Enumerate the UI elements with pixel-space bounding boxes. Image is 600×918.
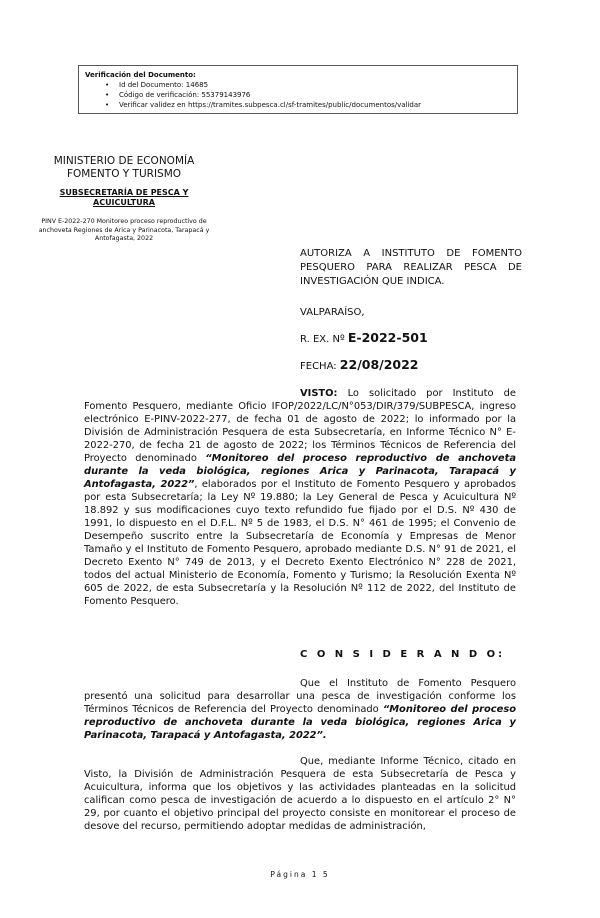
date-line [300, 358, 419, 374]
considerando-1-project: “Monitoreo del proceso reproductivo de anchoveta durante la veda biológica, regiones Arica y Parinacota, Tarapacá y Antofagasta, 2022”. [84, 704, 517, 741]
ministry-name [32, 155, 216, 181]
verification-box [78, 65, 518, 114]
resolution-number: E-2022-501 [347, 330, 428, 345]
page-number: Página 1 5 [270, 870, 330, 879]
considerando-paragraph-1 [84, 677, 516, 742]
verification-id: • Id del Documento: 14685 [119, 80, 511, 90]
resolution-label: R. EX. Nº [300, 334, 345, 345]
visto-project-title: “Monitoreo del proceso reproductivo de anchoveta durante la veda biológica, regiones Arica y Parinacota, Tarapacá y Antofagasta, 2022” [84, 453, 516, 490]
date-value: 22/08/2022 [339, 357, 419, 372]
ministry-line-2: FOMENTO Y TURISMO [66, 168, 182, 180]
visto-text-2: , elaborados por el Instituto de Fomento Pesquero y aprobados por esta Subsecretaría; la Ley Nº 19.880; la Ley General de Pesca y Acuicultura Nº 18.892 y sus modificaciones cuyo texto refundido fue fijado por el D.S. Nº 430 de 1991, lo dispuesto en el D.F.L. Nº 5 de 1983, el D.S. N° 461 de 1995; el Convenio de Desempeño suscrito entre la Subsecretaría de Economía y Empresas de Menor Tamaño y el Instituto de Fomento Pesquero, aprobado mediante D.S. N° 91 de 2021, el Decreto Exento N° 749 de 2013, y el Decreto Exento Electrónico N° 228 de 2021, todos del actual Ministerio de Economía, Fomento y Turismo; la Resolución Exenta Nº 605 de 2022, de esta Subsecretaría y la Resolución Nº 112 de 2022, del Instituto de Fomento Pesquero. [84, 479, 517, 607]
ministry-line-1: MINISTERIO DE ECONOMÍA [53, 155, 195, 167]
considerando-2-text: en Visto, la División de Administración Pesquera de esta Subsecretaría de Pesca y Acuicultura, informa que los objetivos y las actividades planteadas en la solicitud califican como pesca de investigación de acuerdo a lo dispuesto en el artículo 2° N° 29, por cuanto el objetivo principal del proyecto consiste en monitorear el proceso de desove del recurso, permitiendo adoptar medidas de administración, [84, 756, 516, 832]
visto-heading: VISTO: [300, 388, 338, 399]
place-line: VALPARAÍSO, [300, 307, 365, 318]
resolution-subject: AUTORIZA A INSTITUTO DE FOMENTO PESQUERO PARA REALIZAR PESCA DE INVESTIGACIÓN QUE INDICA. [300, 248, 522, 287]
verification-list [85, 80, 511, 110]
visto-text-1: Lo solicitado por Instituto de Fomento Pesquero, mediante Oficio IFOP/2022/LC/N°053/DIR/379/SUBPESCA, ingreso electrónico E-PINV-2022-277, de fecha 01 de agosto de 2022; lo informado por la División de Administración Pesquera de esta Subsecretaría, en Informe Técnico N° E-2022-270, de fecha 21 de agosto de 2022; los Términos Técnicos de Referencia del Proyecto denominado [84, 388, 517, 464]
resolution-number-line [300, 331, 428, 347]
date-label: FECHA: [300, 361, 337, 372]
considerando-1-text: presentó una solicitud para desarrollar una pesca de investigación conforme los Términos Técnicos de Referencia del Proyecto denominado [84, 691, 516, 715]
visto-paragraph [84, 387, 516, 608]
verification-url[interactable]: • Verificar validez en https://tramites.subpesca.cl/sf-tramites/public/documentos/validar [119, 100, 511, 110]
subsecretaria-name: SUBSECRETARÍA DE PESCA Y ACUICULTURA [59, 188, 189, 207]
verification-code: • Código de verificación: 55379143976 [119, 90, 511, 100]
pinv-reference: PINV E-2022-270 Monitoreo proceso reproductivo de anchoveta Regiones de Arica y Parinacota, Tarapacá y Antofagasta, 2022 [38, 218, 210, 242]
considerando-2-lead: Que, mediante Informe Técnico, citado [300, 756, 499, 767]
considerando-paragraph-2 [84, 755, 516, 833]
considerando-heading: C O N S I D E R A N D O: [300, 649, 506, 660]
considerando-1-lead: Que el Instituto de Fomento Pesquero [300, 678, 516, 689]
verification-title: Verificación del Documento: [85, 71, 196, 79]
